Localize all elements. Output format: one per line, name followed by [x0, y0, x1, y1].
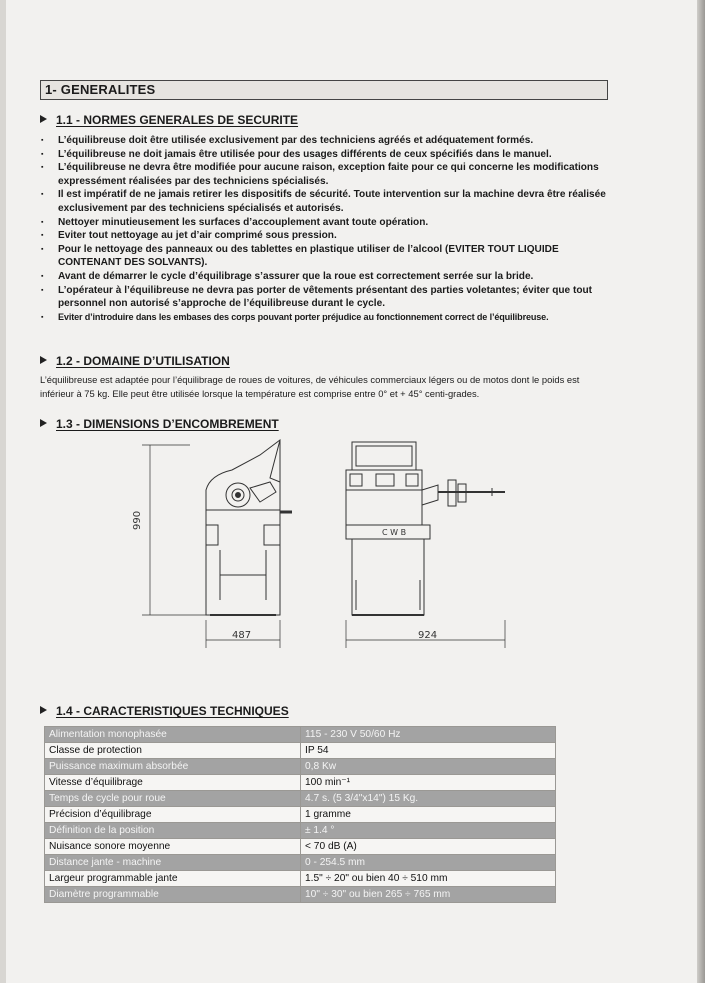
safety-rule: ▪ L’équilibreuse doit être utilisée exclusivement par des techniciens agréés et adéquatement formés. [40, 134, 610, 148]
spec-value: 1.5" ÷ 20" ou bien 40 ÷ 510 mm [301, 871, 556, 887]
spec-label: Temps de cycle pour roue [45, 791, 301, 807]
spec-label: Vitesse d’équilibrage [45, 775, 301, 791]
safety-rule: ▪ Eviter d’introduire dans les embases des corps pouvant porter préjudice au fonctionnement correct de l’équilibreuse. [40, 311, 610, 325]
page-binding-edge [697, 0, 705, 983]
subsection-1-2-heading [40, 354, 230, 368]
spec-value: 100 min⁻¹ [301, 775, 556, 791]
spec-value: 10" ÷ 30" ou bien 265 ÷ 765 mm [301, 887, 556, 903]
spec-value: 4.7 s. (5 3/4"x14") 15 Kg. [301, 791, 556, 807]
spec-label: Puissance maximum absorbée [45, 759, 301, 775]
triangle-bullet-icon [40, 356, 47, 364]
safety-rule: ▪ Pour le nettoyage des panneaux ou des tablettes en plastique utiliser de l’alcool (EVITER TOUT LIQUIDE CONTENANT DES SOLVANTS). [40, 243, 610, 270]
safety-rule: ▪ Avant de démarrer le cycle d’équilibrage s’assurer que la roue est correctement serrée sur la bride. [40, 270, 610, 284]
spec-value: 115 - 230 V 50/60 Hz [301, 727, 556, 743]
usage-description: L’équilibreuse est adaptée pour l’équilibrage de roues de voitures, de véhicules commerciaux légers ou de motos dont le poids est inférieur à 75 kg. Elle peut être utilisée lorsque la température est comprise entre 0° et + 45° centi-grades. [40, 374, 580, 399]
safety-rule: ▪ Eviter tout nettoyage au jet d’air comprimé sous pression. [40, 229, 610, 243]
safety-rules-list [40, 134, 610, 324]
spec-label: Distance jante - machine [45, 855, 301, 871]
subsection-1-3-heading [40, 417, 279, 431]
table-row [45, 855, 556, 871]
safety-rule: ▪ L’équilibreuse ne devra être modifiée pour aucune raison, exception faite pour ce qui concerne les modifications expressément réalisées par des techniciens spécialisés. [40, 161, 610, 188]
triangle-bullet-icon [40, 706, 47, 714]
safety-rule: ▪ Nettoyer minutieusement les surfaces d’accouplement avant toute opération. [40, 216, 610, 230]
dimension-height-label: 990 [132, 510, 143, 530]
spec-label: Largeur programmable jante [45, 871, 301, 887]
subsection-1-4-title: 1.4 - CARACTERISTIQUES TECHNIQUES [56, 704, 289, 718]
table-row [45, 775, 556, 791]
spec-value: 0,8 Kw [301, 759, 556, 775]
table-row [45, 727, 556, 743]
table-row [45, 887, 556, 903]
safety-rule: ▪ Il est impératif de ne jamais retirer les dispositifs de sécurité. Toute intervention sur la machine devra être réalisée exclusivement par des techniciens spécialisés et autorisés. [40, 188, 610, 215]
subsection-1-1-heading [40, 113, 298, 127]
section-title: 1- GENERALITES [45, 82, 156, 97]
dimension-depth-label: 487 [232, 630, 252, 641]
subsection-1-1-title: 1.1 - NORMES GENERALES DE SECURITE [56, 113, 299, 127]
spec-value: IP 54 [301, 743, 556, 759]
triangle-bullet-icon [40, 419, 47, 427]
dimension-drawings [120, 430, 520, 662]
spec-label: Diamètre programmable [45, 887, 301, 903]
spec-value: 1 gramme [301, 807, 556, 823]
technical-specs-table [44, 726, 556, 903]
spec-label: Classe de protection [45, 743, 301, 759]
spec-value: 0 - 254.5 mm [301, 855, 556, 871]
machine-panel-label: C W B [382, 528, 407, 537]
table-row [45, 759, 556, 775]
triangle-bullet-icon [40, 115, 47, 123]
spec-label: Précision d’équilibrage [45, 807, 301, 823]
safety-rule: ▪ L’équilibreuse ne doit jamais être utilisée pour des usages différents de ceux spécifiés dans le manuel. [40, 148, 610, 162]
subsection-1-4-heading [40, 704, 289, 718]
table-row [45, 807, 556, 823]
subsection-1-2-title: 1.2 - DOMAINE D’UTILISATION [56, 354, 230, 368]
table-row [45, 791, 556, 807]
dimension-width-label: 924 [418, 630, 438, 641]
safety-rule: ▪ L’opérateur à l’équilibreuse ne devra pas porter de vêtements présentant des parties voletantes; éviter que tout personnel non autorisé s’approche de l’équilibreuse durant le cycle. [40, 284, 610, 311]
spec-value: < 70 dB (A) [301, 839, 556, 855]
section-header [40, 80, 608, 100]
table-row [45, 823, 556, 839]
spec-label: Nuisance sonore moyenne [45, 839, 301, 855]
table-row [45, 743, 556, 759]
table-row [45, 871, 556, 887]
spec-value: ± 1.4 ° [301, 823, 556, 839]
spec-label: Définition de la position [45, 823, 301, 839]
spec-label: Alimentation monophasée [45, 727, 301, 743]
table-row [45, 839, 556, 855]
subsection-1-3-title: 1.3 - DIMENSIONS D’ENCOMBREMENT [56, 417, 279, 431]
